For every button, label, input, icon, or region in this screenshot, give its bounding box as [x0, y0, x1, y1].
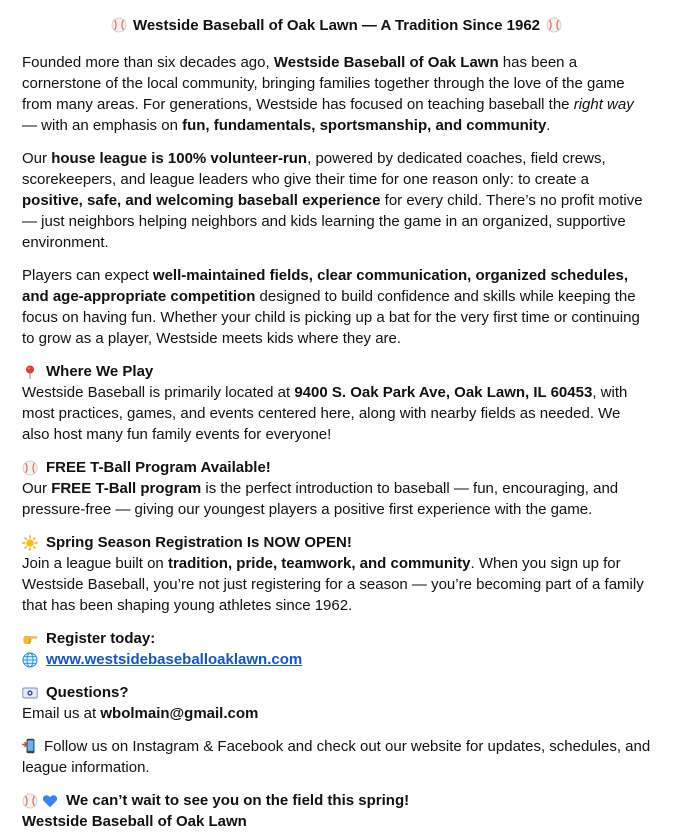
follow-text [22, 736, 651, 778]
follow-section [22, 736, 651, 778]
text-run: Westside Baseball is primarily located at [22, 384, 295, 401]
address: 9400 S. Oak Park Ave, Oak Lawn, IL 60453 [294, 384, 593, 401]
id-card-icon [22, 685, 38, 701]
sun-icon [22, 535, 38, 551]
text-run: . When you sign up for Westside Baseball, you’re not just registering for a season — you’re becoming part of a family that has been shaping young athletes since 1962. [22, 555, 644, 614]
text-run: is the perfect introduction to baseball — fun, encouraging, and pressure-free — giving our youngest players a positive first experience with the game. [22, 480, 619, 518]
text-run: has been a cornerstone of the local community, bringing families together through the love of the game from many areas. For generations, Westside has focused on teaching baseball the [22, 54, 625, 113]
text-run: , with most practices, games, and events centered here, along with nearby fields as needed. We also host many fun family events for everyone! [22, 384, 628, 443]
questions-heading [22, 682, 651, 703]
closing-line-2: Westside Baseball of Oak Lawn [22, 813, 247, 830]
website-link[interactable]: www.westsidebaseballoaklawn.com [46, 651, 303, 668]
closing-text: We can’t wait to see you on the field this spring! [66, 792, 410, 809]
page-title [22, 12, 651, 40]
text-run-bold: Westside Baseball of Oak Lawn [273, 54, 499, 71]
closing-line-1 [22, 790, 651, 811]
pin-icon [22, 364, 38, 380]
where-we-play-section [22, 361, 651, 445]
register-heading [22, 628, 651, 649]
tball-text [22, 478, 651, 520]
section-heading-text: FREE T-Ball Program Available! [46, 459, 271, 476]
intro-paragraph-2 [22, 148, 651, 253]
register-section [22, 628, 651, 670]
baseball-icon [111, 17, 127, 33]
text-run: for every child. There’s no profit motive — just neighbors helping neighbors and kids learning the game in an organized, supportive environment. [22, 192, 643, 251]
email-address[interactable]: wbolmain@gmail.com [100, 705, 259, 722]
text-run: . [546, 117, 551, 134]
mobile-phone-icon [22, 738, 38, 754]
section-heading-text: Where We Play [46, 363, 154, 380]
baseball-icon [546, 17, 562, 33]
text-run: Our [22, 150, 52, 167]
text-run-bold: FREE T-Ball program [51, 480, 202, 497]
section-heading-text: Questions? [46, 684, 129, 701]
tball-section [22, 457, 651, 520]
register-link-row [22, 649, 651, 670]
where-we-play-text [22, 382, 651, 445]
text-run-bold: well-maintained fields, clear communication, organized schedules, and age-appropriate competition [22, 267, 629, 305]
text-run-bold: positive, safe, and welcoming baseball experience [22, 192, 381, 209]
text-run: Players can expect [22, 267, 153, 284]
closing-section [22, 790, 651, 832]
text-run-italic: right way [573, 96, 634, 113]
title-text: Westside Baseball of Oak Lawn — A Tradition Since 1962 [132, 17, 541, 34]
intro-paragraph-3 [22, 265, 651, 349]
baseball-icon [22, 460, 38, 476]
pointing-hand-icon [22, 631, 38, 647]
section-heading-text: Register today: [46, 630, 156, 647]
baseball-icon [22, 793, 38, 809]
text-run-bold: fun, fundamentals, sportsmanship, and community [182, 117, 547, 134]
spring-registration-text [22, 553, 651, 616]
spring-registration-heading [22, 532, 651, 553]
text-run: , powered by dedicated coaches, field crews, scorekeepers, and league leaders who give their time for one reason only: to create a [22, 150, 606, 188]
spring-registration-section [22, 532, 651, 616]
text-run: Our [22, 480, 52, 497]
where-we-play-heading [22, 361, 651, 382]
text-run: Email us at [22, 705, 101, 722]
text-run: Join a league built on [22, 555, 168, 572]
tball-heading [22, 457, 651, 478]
text-run: designed to build confidence and skills while keeping the focus on having fun. Whether your child is picking up a bat for the very first time or continuing to grow as a player, Westside meets kids where they are. [22, 288, 640, 347]
globe-icon [22, 652, 38, 668]
follow-text-run: Follow us on Instagram & Facebook and check out our website for updates, schedules, and league information. [22, 738, 651, 776]
text-run: — with an emphasis on [22, 117, 183, 134]
intro-paragraph-1 [22, 52, 651, 136]
questions-text [22, 703, 651, 724]
section-heading-text: Spring Season Registration Is NOW OPEN! [46, 534, 352, 551]
text-run-bold: tradition, pride, teamwork, and community [167, 555, 471, 572]
blue-heart-icon [42, 793, 58, 809]
questions-section [22, 682, 651, 724]
text-run: Founded more than six decades ago, [22, 54, 274, 71]
text-run-bold: house league is 100% volunteer-run [51, 150, 308, 167]
